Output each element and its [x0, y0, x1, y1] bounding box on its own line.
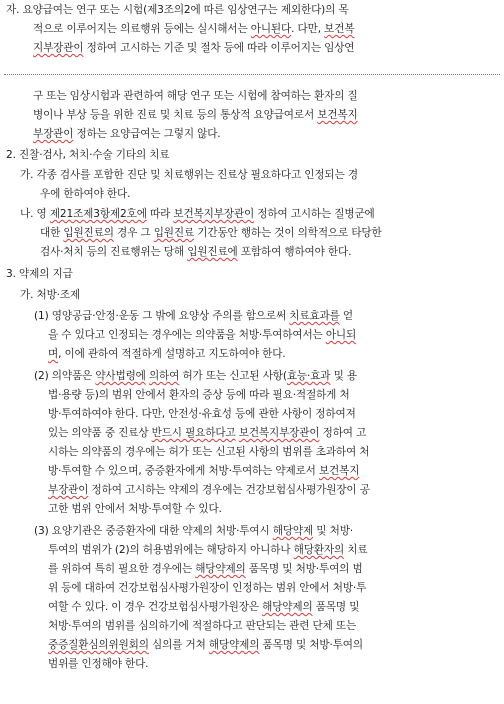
text-line: 부장관이 정하는 요양급여는 그렇지 않다. [33, 128, 221, 140]
text-line: 법·용량 등)의 범위 안에서 환자의 증상 등에 따라 필요·적절하게 처 [48, 389, 350, 401]
text-line: 고한 범위 안에서 처방·투여할 수 있다. [48, 503, 222, 515]
text-line: 을 수 있다고 인정되는 경우에는 의약품을 처방·투여하여서는 아니되 [48, 329, 357, 341]
text-line: 있는 의약품 중 진료상 반드시 필요하다고 보건복지부장관이 정하여 고 [48, 427, 367, 439]
text-line: 검사·처치 등의 진료행위는 당해 입원진료에 포함하여 행하여야 한다. [40, 246, 352, 258]
text-line: 자. 요양급여는 연구 또는 시험(제3조의2에 따른 임상연구는 제외한다)의 목 [6, 4, 349, 16]
text-line: (2) 의약품은 약사법령에 의하여 허가 또는 신고된 사항(효능·효과 및 용 [34, 370, 358, 382]
text-line: 여할 수 있다. 이 경우 건강보험심사평가원장은 해당약제의 품목명 및 [48, 601, 360, 613]
text-line: 지부장관이 정하여 고시하는 기준 및 절차 등에 따라 이루어지는 임상연 [33, 42, 355, 54]
text-line: 부장관이 정하여 고시하는 약제의 경우에는 건강보험심사평가원장이 공 [48, 484, 370, 496]
section-heading: 2. 진찰·검사, 처치·수술 기타의 치료 [6, 149, 170, 161]
subsection-heading: 가. 처방·조제 [20, 289, 81, 301]
text-line: 를 위하여 특히 필요한 경우에는 해당약제의 품목명 및 처방·투여의 범 [48, 563, 363, 575]
text-line: 나. 영 제21조제3항제2호에 따라 보건복지부장관이 정하여 고시하는 질병군에 [20, 208, 375, 220]
text-line: 병이나 부상 등을 위한 진료 및 치료 등의 통상적 요양급여로서 보건복지 [33, 109, 358, 121]
text-line: 며, 이에 관하여 적절하게 설명하고 지도하여야 한다. [48, 348, 286, 360]
section-heading: 3. 약제의 지급 [6, 268, 73, 280]
text-line: 범위를 인정해야 한다. [48, 658, 149, 670]
text-line: 적으로 이루어지는 의료행위 등에는 실시해서는 아니된다. 다만, 보건복 [33, 23, 355, 35]
text-line: 대한 입원진료의 경우 그 입원진료 기간동안 행하는 것이 의학적으로 타당한 [40, 227, 382, 239]
text-line: 방·투여할 수 있으며, 중증환자에게 처방·투여하는 약제로서 보건복지 [48, 465, 360, 477]
text-line: 우에 한하여야 한다. [40, 188, 131, 200]
text-line: 위 등에 대하여 건강보험심사평가원장이 인정하는 범위 안에서 처방·투 [48, 582, 367, 594]
page-break-divider [4, 74, 500, 75]
text-line: (3) 요양기관은 중증환자에 대한 약제의 처방·투여시 해당약제 및 처방· [34, 525, 353, 537]
text-line: 방·투여하여야 한다. 다만, 안전성·유효성 등에 관한 사항이 정하여져 [48, 408, 356, 420]
text-line: 시하는 의약품의 경우에는 허가 또는 신고된 사항의 범위를 초과하여 처 [48, 446, 370, 458]
text-line: 처방·투여의 범위를 심의하기에 적절하다고 판단되는 관련 단체 또는 [48, 620, 357, 632]
text-line: (1) 영양공급·안정·운동 그 밖에 요양상 주의를 함으로써 치료효과를 얻 [34, 310, 354, 322]
text-line: 투여의 범위가 (2)의 허용범위에는 해당하지 아니하나 해당환자의 치료 [48, 544, 368, 556]
text-line: 중증질환심의위원회의 심의를 거쳐 해당약제의 품목명 및 처방·투여의 [48, 639, 363, 651]
text-line: 구 또는 임상시험과 관련하여 해당 연구 또는 시험에 참여하는 환자의 질 [33, 90, 358, 102]
text-line: 가. 각종 검사를 포함한 진단 및 치료행위는 진료상 필요하다고 인정되는 경 [20, 169, 358, 181]
